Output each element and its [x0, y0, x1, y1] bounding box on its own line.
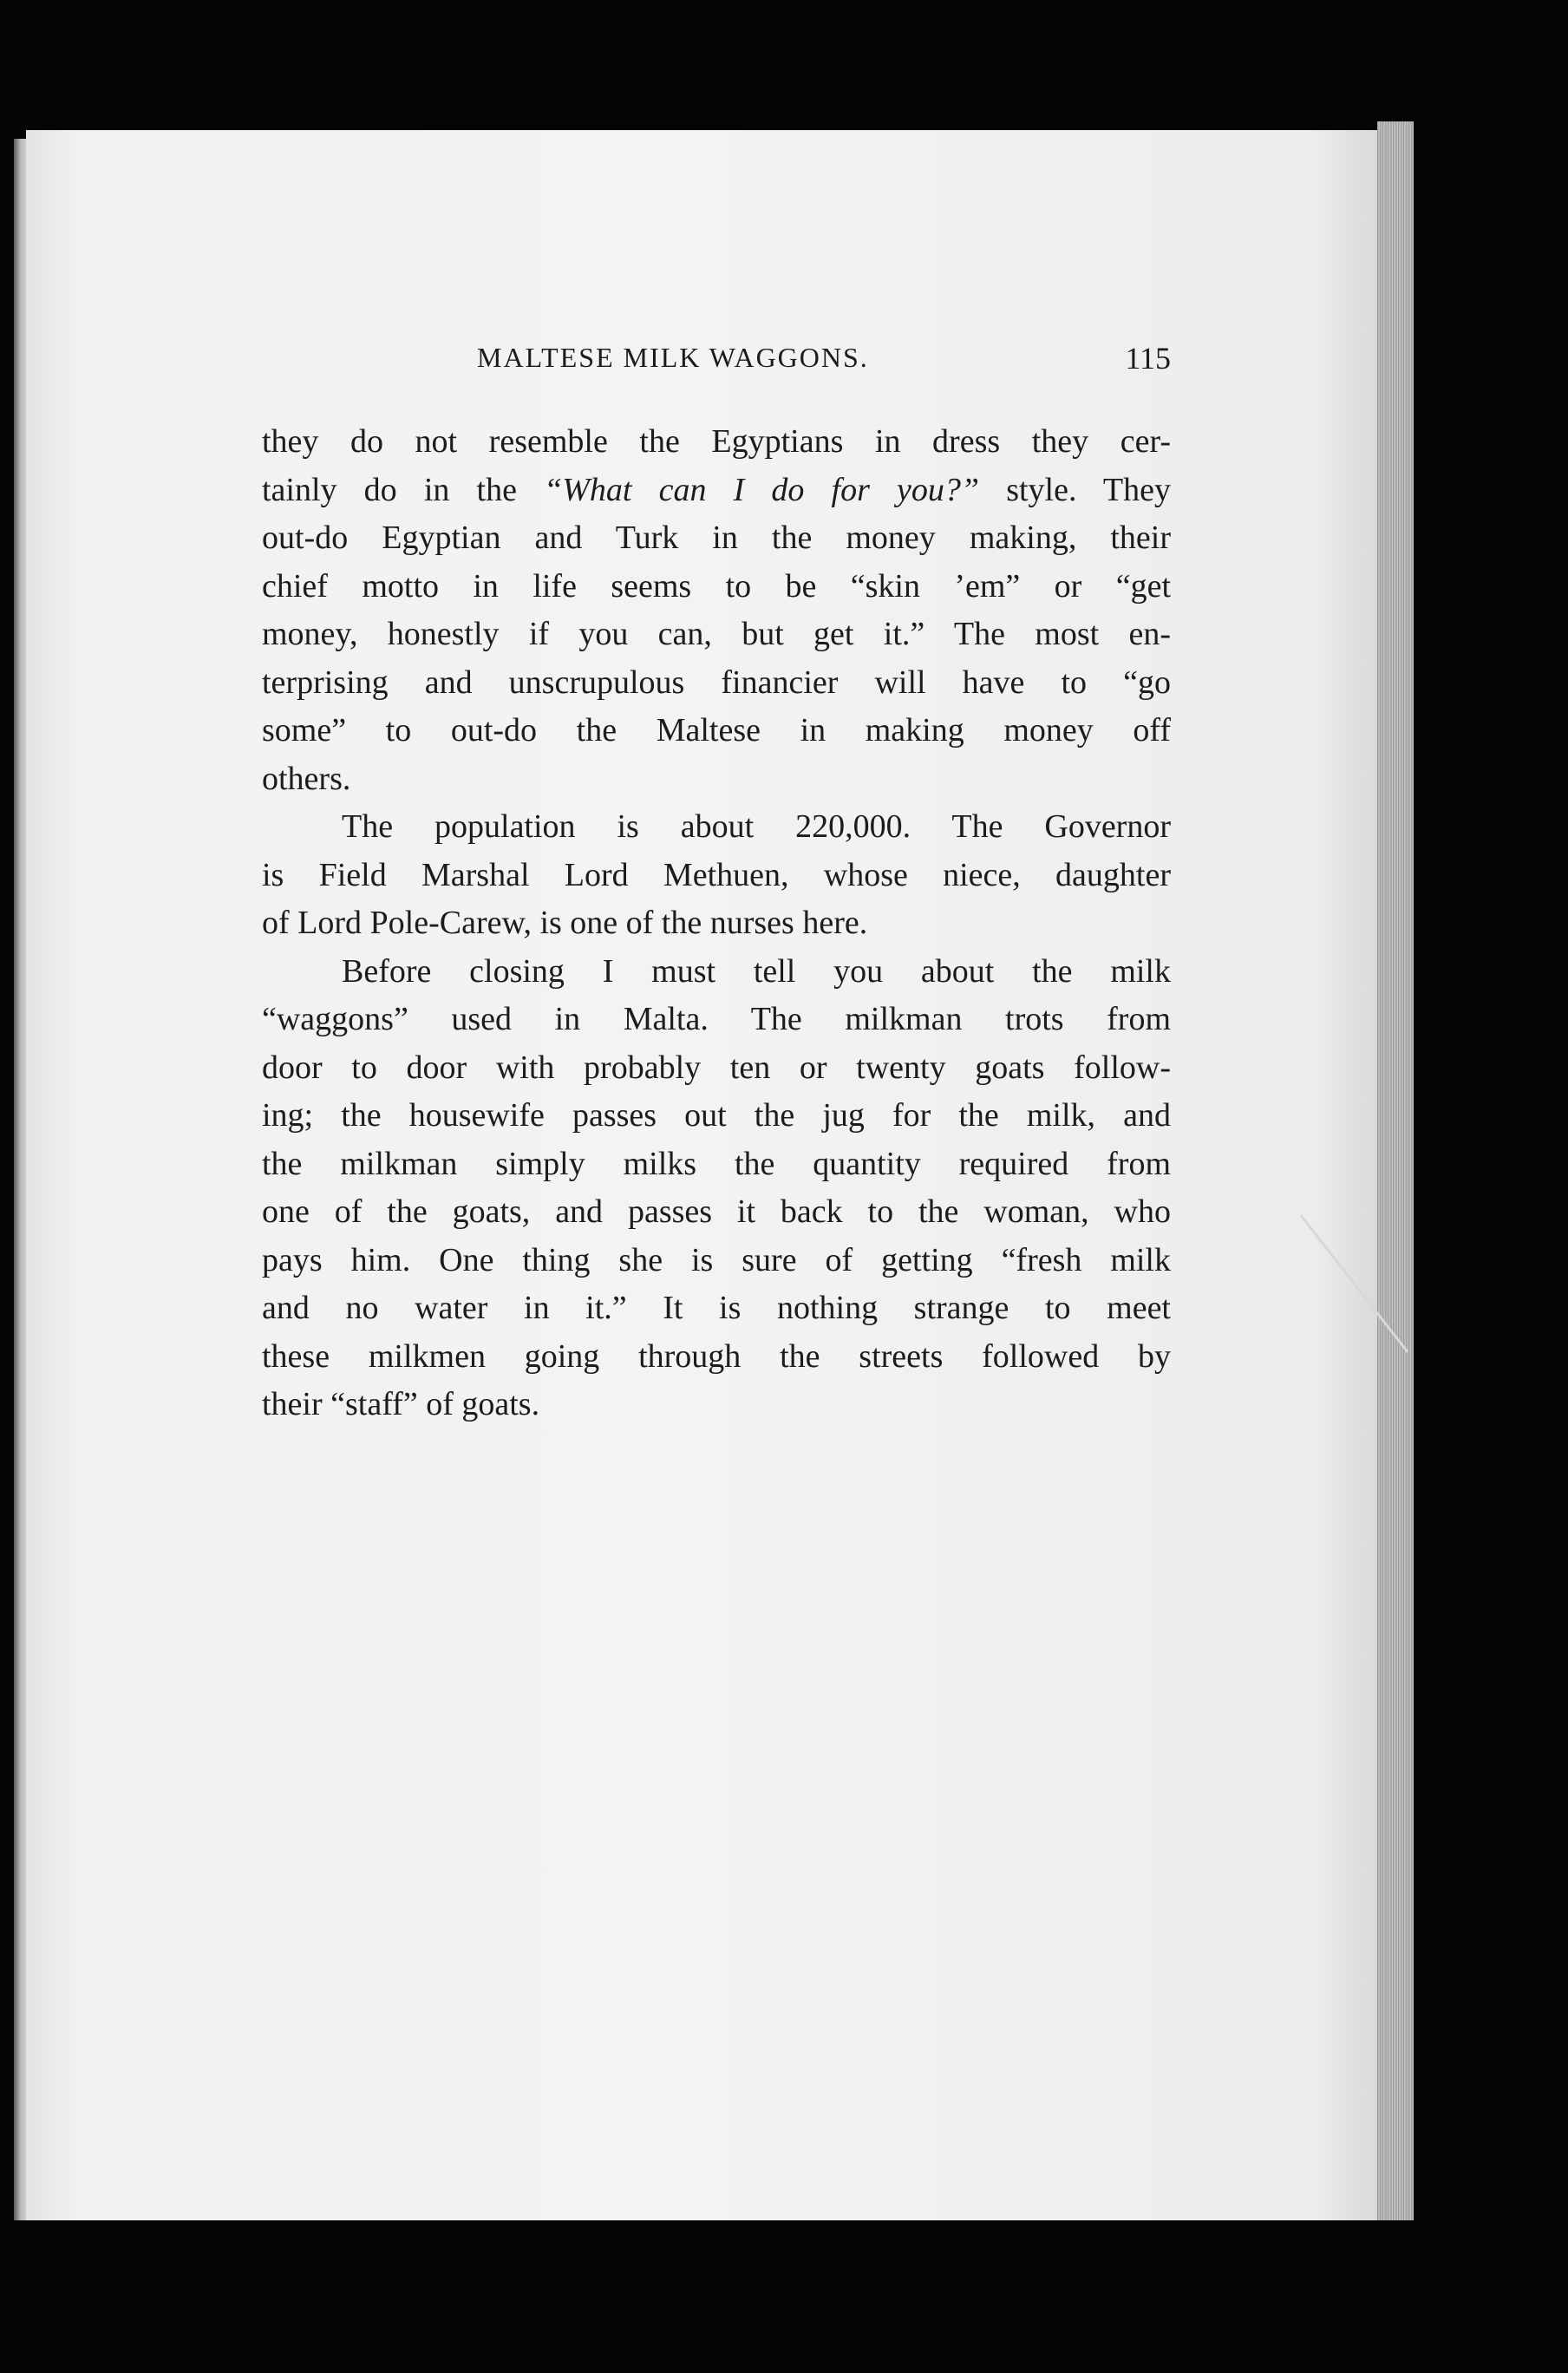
text-line: one of the goats, and passes it back to the woman, who — [262, 1193, 1171, 1230]
page-stack-edge — [1377, 121, 1414, 2220]
text-line: of Lord Pole-Carew, is one of the nurses here. — [262, 905, 868, 941]
text-run: style. They — [979, 471, 1171, 508]
paragraph-1 — [262, 418, 1171, 803]
text-line — [262, 467, 1171, 515]
text-line: their “staff” of goats. — [262, 1386, 540, 1422]
text-line: ing; the housewife passes out the jug for the milk, and — [262, 1097, 1171, 1134]
running-header — [260, 342, 1171, 383]
paragraph-3 — [262, 948, 1171, 1429]
text-line: some” to out-do the Maltese in making money off — [262, 712, 1171, 749]
text-line: they do not resemble the Egyptians in dress they cer- — [262, 423, 1171, 460]
text-line: is Field Marshal Lord Methuen, whose niece, daughter — [262, 856, 1171, 893]
text-line: chief motto in life seems to be “skin ’em” or “get — [262, 567, 1171, 605]
text-line: money, honestly if you can, but get it.” The most en- — [262, 616, 1171, 652]
italic-quote: “What can I do for you?” — [544, 471, 980, 508]
text-line: and no water in it.” It is nothing strange to meet — [262, 1290, 1171, 1326]
text-line: Before closing I must tell you about the milk — [342, 952, 1171, 990]
page-number: 115 — [1125, 341, 1171, 376]
body-text — [262, 418, 1171, 1429]
running-title: MALTESE MILK WAGGONS. — [477, 342, 869, 373]
text-line: these milkmen going through the streets followed by — [262, 1337, 1171, 1375]
text-line: the milkman simply milks the quantity required from — [262, 1145, 1171, 1182]
text-line: The population is about 220,000. The Governor — [342, 808, 1171, 845]
paragraph-2 — [262, 803, 1171, 948]
text-line: out-do Egyptian and Turk in the money making, their — [262, 520, 1171, 556]
text-line: others. — [262, 760, 351, 797]
text-line: “waggons” used in Malta. The milkman trots from — [262, 1001, 1171, 1037]
text-line: terprising and unscrupulous financier will have to “go — [262, 664, 1171, 701]
text-run: tainly do in the — [262, 471, 545, 508]
text-line: door to door with probably ten or twenty goats follow- — [262, 1049, 1171, 1086]
text-line: pays him. One thing she is sure of getting “fresh milk — [262, 1241, 1171, 1278]
